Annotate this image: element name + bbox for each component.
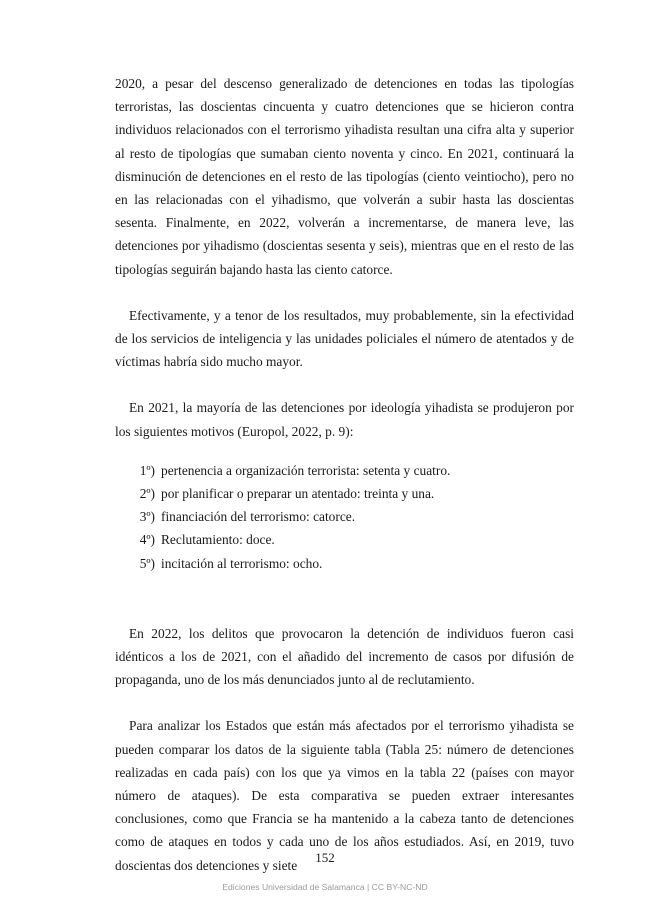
publisher-footer: Ediciones Universidad de Salamanca | CC BY-NC-ND (222, 882, 428, 892)
list-item-number: 1º) (139, 462, 155, 478)
list-item-text: por planificar o preparar un atentado: treinta y una. (161, 486, 435, 502)
list-item-text: pertenencia a organización terrorista: setenta y cuatro. (161, 462, 451, 478)
list-item-number: 5º) (139, 555, 155, 571)
list-item (133, 482, 574, 505)
list-item-text: incitación al terrorismo: ocho. (161, 555, 323, 571)
list-item (133, 505, 574, 528)
paragraph-states-comparison: Para analizar los Estados que están más afectados por el terrorismo yihadista se pueden comparar los datos de la siguiente tabla (Tabla 25: número de detenciones realizadas en cada país) con los que ya vimos en la tabla 22 (países con mayor número de ataques). De esta comparativa se pueden extraer interesantes conclusiones, como que Francia se ha mantenido a la cabeza tanto de detenciones como de ataques en todos y cada uno de los años estudiados. Así, en 2019, tuvo doscientas dos detenciones y siete (115, 718, 574, 873)
list-item-number: 4º) (139, 532, 155, 548)
list-item (133, 528, 574, 551)
paragraph-detentions-2020-2022: 2020, a pesar del descenso generalizado de detenciones en todas las tipologías terroristas, las doscientas cincuenta y cuatro detenciones que se hicieron contra individuos relacionados con el terrorismo yihadista resultan una cifra alta y superior al resto de tipologías que sumaban ciento noventa y cinco. En 2021, continuará la disminución de detenciones en el resto de las tipologías (ciento veintiocho), pero no en las relacionadas con el yihadismo, que volverán a subir hasta las doscientas sesenta. Finalmente, en 2022, volverán a incrementarse, de manera leve, las detenciones por yihadismo (doscientas sesenta y seis), mientras que en el resto de las tipologías seguirán bajando hasta las ciento catorce. (115, 76, 574, 277)
paragraph-effectiveness: Efectivamente, y a tenor de los resultados, muy probablemente, sin la efectividad de los servicios de inteligencia y las unidades policiales el número de atentados y de víctimas habría sido mucho mayor. (115, 307, 574, 370)
list-item-text: financiación del terrorismo: catorce. (161, 509, 356, 525)
paragraph-motives-intro: En 2021, la mayoría de las detenciones por ideología yihadista se produjeron por los siguientes motivos (Europol, 2022, p. 9): (115, 400, 574, 439)
paragraph-detentions-2022: En 2022, los delitos que provocaron la detención de individuos fueron casi idénticos a los de 2021, con el añadido del incremento de casos por difusión de propaganda, uno de los más denunciados junto al de reclutamiento. (115, 625, 574, 688)
list-item-text: Reclutamiento: doce. (161, 532, 275, 548)
motives-list (115, 459, 574, 575)
list-item-number: 2º) (139, 486, 155, 502)
list-item (133, 552, 574, 575)
page-number: 152 (315, 850, 335, 865)
list-item-number: 3º) (139, 509, 155, 525)
list-item (133, 459, 574, 482)
page-body (115, 72, 574, 877)
